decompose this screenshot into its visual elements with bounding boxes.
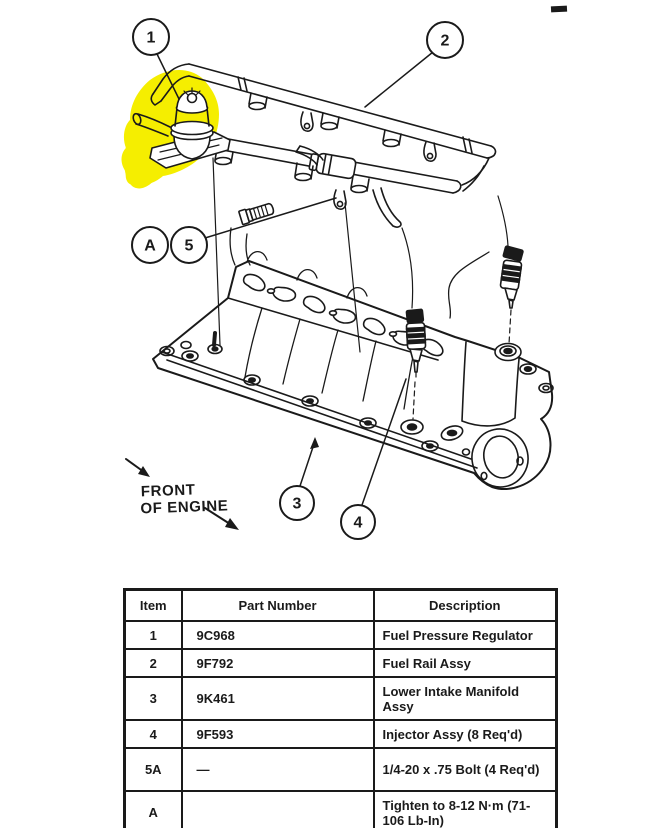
table-row <box>125 677 557 720</box>
rail-mounting-tab <box>334 190 346 209</box>
description-cell: 1/4-20 x .75 Bolt (4 Req'd) <box>374 748 557 791</box>
callout-1-label: 1 <box>146 29 156 47</box>
item-cell: A <box>125 791 182 828</box>
part-number-cell: 9F593 <box>182 720 374 748</box>
injector-port <box>495 344 521 361</box>
header-description: Description <box>374 590 557 622</box>
parts-table <box>123 588 558 828</box>
item-cell: 5A <box>125 748 182 791</box>
arrow-icon <box>225 518 239 530</box>
table-row <box>125 621 557 649</box>
manifold-outline <box>153 261 552 489</box>
item-cell: 2 <box>125 649 182 677</box>
front-of-engine-label-line2: OF ENGINE <box>140 497 229 518</box>
callout-2-label: 2 <box>440 32 450 50</box>
part-number-cell: — <box>182 748 374 791</box>
part-number-cell: 9K461 <box>182 677 374 720</box>
intake-manifold <box>153 228 553 492</box>
table-row <box>125 791 557 828</box>
part-number-cell <box>182 791 374 828</box>
description-cell: Tighten to 8-12 N·m (71-106 Lb-In) <box>374 791 557 828</box>
part-number-cell: 9F792 <box>182 649 374 677</box>
crossover-tube <box>462 158 489 185</box>
description-cell: Injector Assy (8 Req'd) <box>374 720 557 748</box>
vacuum-nipple <box>188 94 197 103</box>
mounting-stud <box>214 333 215 345</box>
rail-mounting-tab <box>301 112 313 131</box>
item-cell: 1 <box>125 621 182 649</box>
fuel-injector-loose <box>498 196 523 344</box>
scan-artifact <box>551 6 567 13</box>
rail-mounting-tab <box>424 142 436 161</box>
description-cell: Fuel Rail Assy <box>374 649 557 677</box>
item-cell: 3 <box>125 677 182 720</box>
item-cell: 4 <box>125 720 182 748</box>
parts-table-header-row <box>125 590 557 622</box>
header-part-number: Part Number <box>182 590 374 622</box>
front-of-engine-label-line1: FRONT <box>140 481 196 501</box>
mounting-bolt <box>239 201 275 224</box>
rail-end-cap <box>453 181 461 193</box>
header-item: Item <box>125 590 182 622</box>
part-number-cell: 9C968 <box>182 621 374 649</box>
table-row <box>125 748 557 791</box>
fuel-line-fitting <box>309 152 357 180</box>
leader-line-2 <box>365 52 433 107</box>
rail-end-cap <box>487 146 496 158</box>
table-row <box>125 649 557 677</box>
description-cell: Lower Intake Manifold Assy <box>374 677 557 720</box>
table-row <box>125 720 557 748</box>
callout-4-label: 4 <box>353 514 363 532</box>
callout-A-label: A <box>144 237 156 255</box>
callout-5-label: 5 <box>184 237 194 255</box>
injector-port <box>401 420 423 434</box>
arrow-icon <box>138 466 150 477</box>
description-cell: Fuel Pressure Regulator <box>374 621 557 649</box>
callout-3-label: 3 <box>292 495 302 513</box>
leader-arrowhead <box>310 437 319 449</box>
supply-tube <box>373 188 401 227</box>
injector-cup <box>351 176 369 193</box>
